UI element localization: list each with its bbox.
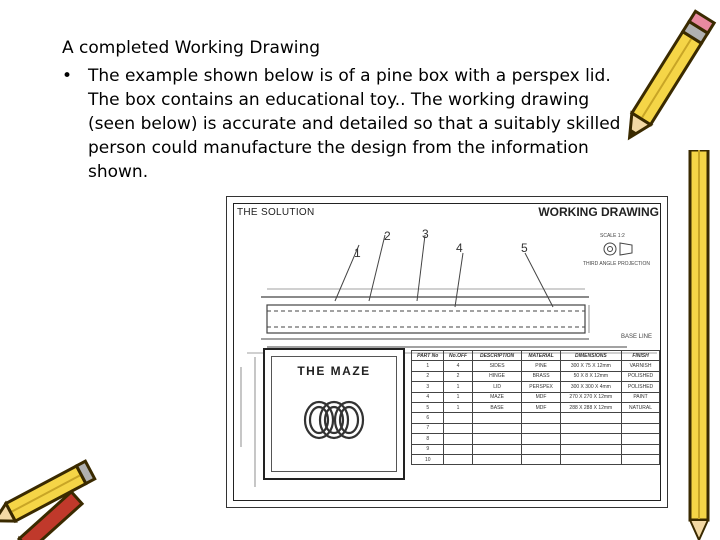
- table-cell: PINE: [522, 361, 560, 371]
- table-cell: [560, 413, 621, 423]
- table-cell: [444, 413, 472, 423]
- table-cell: [622, 423, 660, 433]
- table-cell: SIDES: [472, 361, 522, 371]
- bullet-item: [62, 64, 622, 184]
- table-cell: PAINT: [622, 392, 660, 402]
- table-cell: VARNISH: [622, 361, 660, 371]
- table-cell: [522, 423, 560, 433]
- table-cell: [560, 444, 621, 454]
- table-cell: BRASS: [522, 371, 560, 381]
- table-row: [412, 361, 660, 371]
- table-cell: 50 X 8 X 12mm: [560, 371, 621, 381]
- table-cell: 4: [444, 361, 472, 371]
- slide-title: A completed Working Drawing: [62, 38, 321, 58]
- table-cell: [444, 454, 472, 464]
- table-cell: 1: [444, 392, 472, 402]
- table-cell: [522, 444, 560, 454]
- table-cell: BASE: [472, 402, 522, 412]
- table-cell: [622, 434, 660, 444]
- table-cell: [472, 413, 522, 423]
- table-cell: [472, 434, 522, 444]
- table-cell: [522, 454, 560, 464]
- bullet-marker: •: [62, 66, 73, 86]
- table-cell: [444, 423, 472, 433]
- projection-label: THIRD ANGLE PROJECTION: [583, 261, 650, 267]
- table-cell: 2: [412, 371, 444, 381]
- callout-3: 3: [422, 227, 429, 241]
- table-cell: POLISHED: [622, 382, 660, 392]
- maze-plan-view: [263, 348, 405, 480]
- table-cell: 3: [412, 382, 444, 392]
- drawing-right-title: WORKING DRAWING: [538, 205, 659, 219]
- pencil-icon: [672, 150, 720, 540]
- callout-1: 1: [354, 246, 361, 260]
- pencil-icon: [622, 0, 720, 150]
- table-cell: 4: [412, 392, 444, 402]
- table-row: [412, 454, 660, 464]
- table-row: [412, 423, 660, 433]
- table-cell: 1: [444, 382, 472, 392]
- table-cell: [444, 444, 472, 454]
- table-cell: MDF: [522, 392, 560, 402]
- table-cell: NATURAL: [622, 402, 660, 412]
- table-row: [412, 434, 660, 444]
- table-header: No.OFF: [444, 351, 472, 361]
- pencil-icon: [0, 440, 110, 540]
- scale-label: SCALE 1:2: [600, 233, 625, 239]
- table-cell: 1: [444, 402, 472, 412]
- table-cell: 10: [412, 454, 444, 464]
- base-line-label: BASE LINE: [621, 334, 653, 340]
- table-cell: 1: [412, 361, 444, 371]
- maze-title: THE MAZE: [297, 364, 371, 378]
- table-cell: [472, 423, 522, 433]
- table-cell: [560, 454, 621, 464]
- table-cell: 5: [412, 402, 444, 412]
- table-cell: 8: [412, 434, 444, 444]
- table-header: DESCRIPTION: [472, 351, 522, 361]
- table-row: [412, 382, 660, 392]
- table-cell: HINGE: [472, 371, 522, 381]
- table-cell: 7: [412, 423, 444, 433]
- table-header: FINISH: [622, 351, 660, 361]
- table-cell: [560, 434, 621, 444]
- table-cell: 6: [412, 413, 444, 423]
- parts-list-table: [411, 350, 660, 465]
- table-cell: [522, 434, 560, 444]
- table-cell: PERSPEX: [522, 382, 560, 392]
- drawing-left-title: THE SOLUTION: [237, 207, 315, 218]
- table-header-row: [412, 351, 660, 361]
- table-row: [412, 413, 660, 423]
- table-cell: [622, 444, 660, 454]
- callout-4: 4: [456, 241, 463, 255]
- callout-2: 2: [384, 229, 391, 243]
- maze-rings-icon: [265, 350, 403, 478]
- table-row: [412, 392, 660, 402]
- table-cell: [622, 454, 660, 464]
- table-cell: 300 X 75 X 12mm: [560, 361, 621, 371]
- table-cell: POLISHED: [622, 371, 660, 381]
- table-cell: MAZE: [472, 392, 522, 402]
- table-cell: 2: [444, 371, 472, 381]
- table-header: PART No: [412, 351, 444, 361]
- table-row: [412, 402, 660, 412]
- table-row: [412, 444, 660, 454]
- table-cell: [622, 413, 660, 423]
- table-header: DIMENSIONS: [560, 351, 621, 361]
- table-cell: 300 X 300 X 4mm: [560, 382, 621, 392]
- table-cell: 9: [412, 444, 444, 454]
- table-cell: LID: [472, 382, 522, 392]
- table-cell: [560, 423, 621, 433]
- table-cell: [444, 434, 472, 444]
- table-cell: MDF: [522, 402, 560, 412]
- table-cell: 270 X 270 X 12mm: [560, 392, 621, 402]
- bullet-text: The example shown below is of a pine box with a perspex lid. The box contains an educational toy.. The working drawing (seen below) is accurate and detailed so that a suitably skilled person could manufacture the design from the information shown.: [88, 66, 621, 182]
- table-row: [412, 371, 660, 381]
- table-cell: [472, 444, 522, 454]
- table-body: [412, 361, 660, 465]
- table-cell: 288 X 288 X 12mm: [560, 402, 621, 412]
- table-header: MATERIAL: [522, 351, 560, 361]
- table-cell: [472, 454, 522, 464]
- table-cell: [522, 413, 560, 423]
- callout-5: 5: [521, 241, 528, 255]
